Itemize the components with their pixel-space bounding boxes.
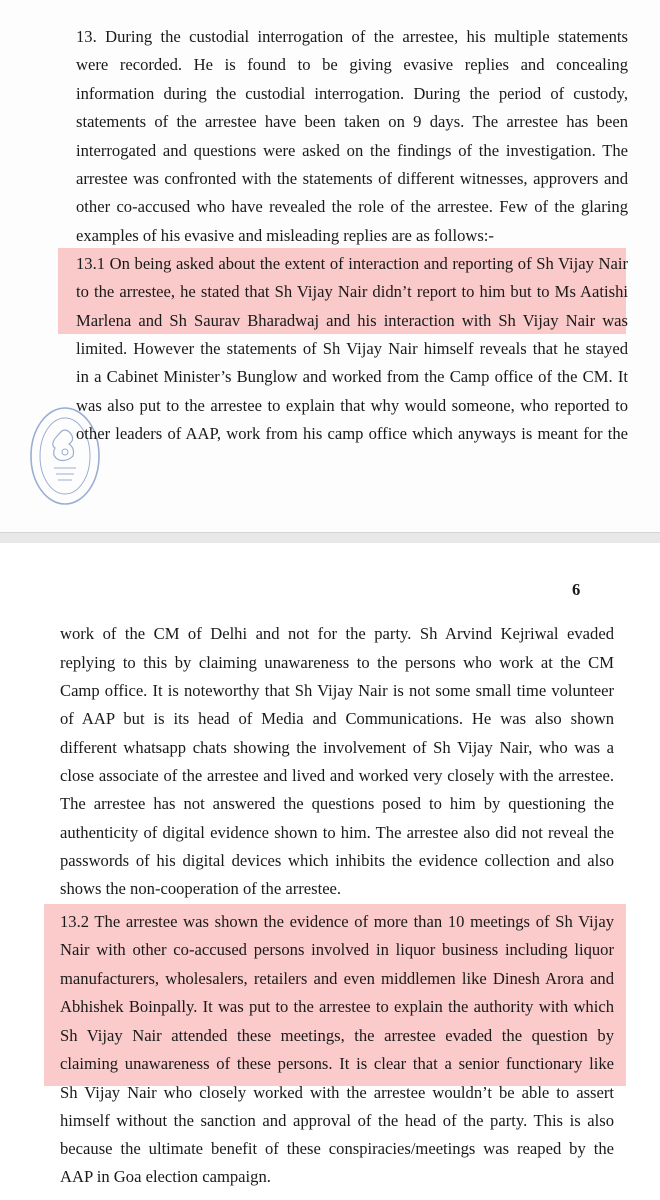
page-number: 6	[572, 580, 581, 599]
text-line: 13. During the custodial interrogation of the arrestee, his multiple statements	[76, 27, 628, 46]
text-line: himself without the sanction and approval of the head of the party. This is also	[60, 1111, 614, 1130]
text-line: because the ultimate benefit of these conspiracies/meetings was reaped by the	[60, 1139, 614, 1158]
text-line: other leaders of AAP, work from his camp office which anyways is meant for the	[76, 424, 628, 443]
text-line: passwords of his digital devices which inhibits the evidence collection and also	[60, 851, 614, 870]
text-line: close associate of the arrestee and lived and worked very closely with the arrestee.	[60, 766, 614, 785]
text-line: in a Cabinet Minister’s Bunglow and worked from the Camp office of the CM. It	[76, 367, 628, 386]
text-line: shows the non-cooperation of the arrestee.	[60, 879, 342, 898]
text-line: AAP in Goa election campaign.	[60, 1167, 271, 1186]
text-line: 13.2 The arrestee was shown the evidence of more than 10 meetings of Sh Vijay	[60, 912, 614, 931]
text-line: limited. However the statements of Sh Vijay Nair himself reveals that he stayed	[76, 339, 628, 358]
text-line: was also put to the arrestee to explain that why would someone, who reported to	[76, 396, 628, 415]
text-line: Sh Vijay Nair attended these meetings, the arrestee evaded the question by	[60, 1026, 614, 1045]
text-line: replying to this by claiming unawareness to the persons who work at the CM	[60, 653, 614, 672]
text-line: Camp office. It is noteworthy that Sh Vijay Nair is not some small time volunteer	[60, 681, 614, 700]
text-line: claiming unawareness of these persons. It is clear that a senior functionary like	[60, 1054, 614, 1073]
text-line: 13.1 On being asked about the extent of interaction and reporting of Sh Vijay Nair	[76, 254, 628, 273]
text-line: different whatsapp chats showing the involvement of Sh Vijay Nair, who was a	[60, 738, 614, 757]
text-line: Marlena and Sh Saurav Bharadwaj and his interaction with Sh Vijay Nair was	[76, 311, 628, 330]
text-line: information during the custodial interrogation. During the period of custody,	[76, 84, 628, 103]
text-line: examples of his evasive and misleading replies are as follows:-	[76, 226, 494, 245]
text-line: other co-accused who have revealed the role of the arrestee. Few of the glaring	[76, 197, 628, 216]
text-line: Sh Vijay Nair who closely worked with the arrestee wouldn’t be able to assert	[60, 1083, 614, 1102]
text-line: The arrestee has not answered the questions posed to him by questioning the	[60, 794, 614, 813]
text-line: interrogated and questions were asked on the findings of the investigation. The	[76, 141, 628, 160]
text-line: Nair with other co-accused persons involved in liquor business including liquor	[60, 940, 614, 959]
text-line: authenticity of digital evidence shown to him. The arrestee also did not reveal the	[60, 823, 614, 842]
text-line: work of the CM of Delhi and not for the party. Sh Arvind Kejriwal evaded	[60, 624, 614, 643]
text-line: to the arrestee, he stated that Sh Vijay Nair didn’t report to him but to Ms Aatishi	[76, 282, 628, 301]
text-line: arrestee was confronted with the statements of different witnesses, approvers and	[76, 169, 628, 188]
official-seal-stamp-icon	[26, 404, 104, 508]
text-line: were recorded. He is found to be giving evasive replies and concealing	[76, 55, 628, 74]
text-line: manufacturers, wholesalers, retailers and even middlemen like Dinesh Arora and	[60, 969, 614, 988]
text-line: of AAP but is its head of Media and Communications. He was also shown	[60, 709, 614, 728]
text-line: statements of the arrestee have been taken on 9 days. The arrestee has been	[76, 112, 628, 131]
text-line: Abhishek Boinpally. It was put to the arrestee to explain the authority with which	[60, 997, 614, 1016]
